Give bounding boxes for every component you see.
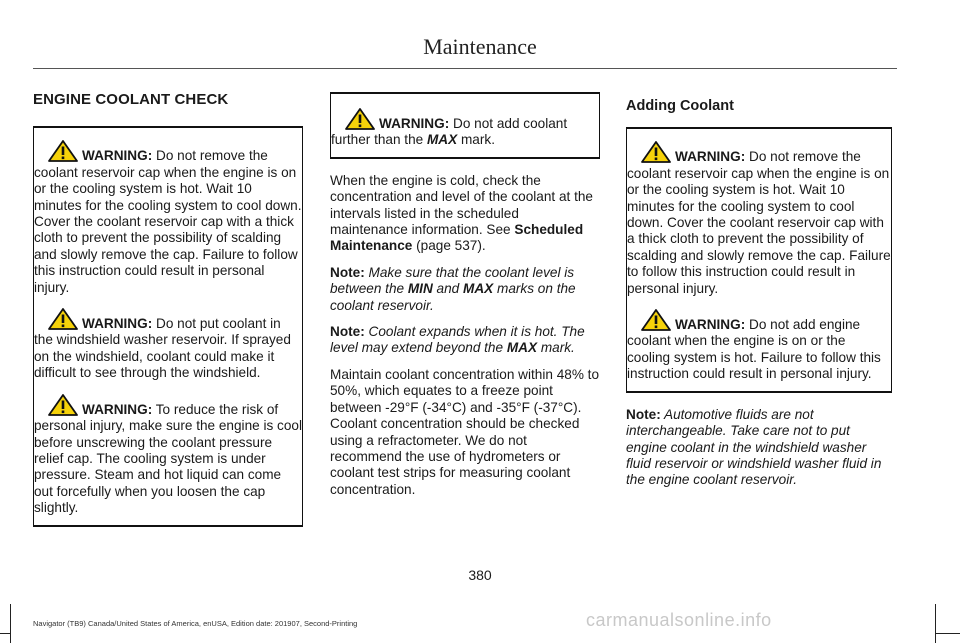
header-rule <box>33 68 897 69</box>
warning-text: To reduce the risk of personal injury, make sure the engine is cool before unscrewing the coolant pressure relief cap. The cooling system is under pressure. Steam and hot liquid can come out forcefully when you loosen the cap slightly. <box>34 401 302 516</box>
paragraph: Maintain coolant concentration within 48% to 50%, which equates to a freeze point between -29°F (-34°C) and -35°F (-37°C). Coolant concentration should be checked using a refractometer. We do not recommend the use of hydrometers or coolant test strips for measuring coolant concentration. <box>330 366 600 497</box>
warning-triangle-icon <box>641 141 671 163</box>
warning-item <box>627 141 891 297</box>
scheduled-maintenance-link[interactable]: Scheduled Maintenance <box>330 222 584 254</box>
warning-text: Do not put coolant in the windshield washer reservoir. If sprayed on the windshield, coolant could make it difficult to see through the windshield. <box>34 316 291 381</box>
warning-item <box>627 309 891 383</box>
warning-triangle-icon <box>641 309 671 331</box>
warning-box <box>33 126 303 526</box>
warning-label: WARNING: <box>82 148 153 164</box>
column-left <box>33 92 303 527</box>
warning-text: mark. <box>457 132 495 148</box>
subsection-heading: Adding Coolant <box>626 98 734 114</box>
warning-label: WARNING: <box>675 317 746 333</box>
max-mark: MAX <box>426 132 458 148</box>
warning-label: WARNING: <box>82 401 153 417</box>
note-label: Note: <box>330 264 365 280</box>
crop-mark <box>935 604 936 643</box>
crop-mark <box>936 633 960 634</box>
warning-box <box>626 127 892 392</box>
warning-text: Do not remove the coolant reservoir cap when the engine is on or the cooling system is hot. Wait 10 minutes for the cooling system to cool down. Cover the coolant reservoir cap with a thick cloth to prevent the possibility of scalding and slowly remove the cap. Failure to follow this instruction could result in personal injury. <box>627 149 891 296</box>
page-reference: (page 537). <box>412 238 486 254</box>
warning-item <box>34 140 302 296</box>
warning-triangle-icon <box>48 140 78 162</box>
crop-mark <box>0 633 10 634</box>
page-header-title: Maintenance <box>423 34 537 59</box>
warning-text: Do not add engine coolant when the engine is on or the cooling system is hot. Failure to follow this instruction could result in personal injury. <box>627 317 881 382</box>
warning-item <box>34 308 302 382</box>
note-label: Note: <box>330 324 365 340</box>
warning-triangle-icon <box>48 308 78 330</box>
note-text: Make sure that the coolant level is between the <box>330 264 575 297</box>
warning-triangle-icon <box>48 394 78 416</box>
page-number: 380 <box>468 567 492 583</box>
warning-triangle-icon <box>345 108 375 130</box>
warning-text: Do not add coolant further than the <box>331 116 568 148</box>
note <box>626 407 892 489</box>
paragraph-text: When the engine is cold, check the concentration and level of the coolant at the intervals listed in the scheduled maintenance information. See <box>330 172 593 238</box>
crop-mark <box>10 604 11 643</box>
note-text: marks on the coolant reservoir. <box>330 281 576 313</box>
note-label: Note: <box>626 406 661 422</box>
warning-label: WARNING: <box>675 149 746 165</box>
warning-item <box>331 108 599 149</box>
watermark: carmanualsonline.info <box>586 610 772 630</box>
max-mark: MAX <box>463 281 494 297</box>
note-text: Coolant expands when it is hot. The level may extend beyond the <box>330 324 585 356</box>
max-mark: MAX <box>506 340 538 356</box>
paragraph <box>330 173 600 255</box>
note <box>330 265 600 314</box>
warning-label: WARNING: <box>82 316 153 332</box>
footer-edition-text: Navigator (TB9) Canada/United States of America, enUSA, Edition date: 201907, Second-Printing <box>33 619 358 628</box>
note-text: and <box>432 281 464 297</box>
min-mark: MIN <box>407 281 433 297</box>
note <box>330 324 600 357</box>
column-right <box>626 92 892 499</box>
note-text: mark. <box>537 340 575 356</box>
warning-label: WARNING: <box>379 116 450 131</box>
note-text: Automotive fluids are not interchangeable. Take care not to put engine coolant in the windshield washer fluid reservoir or windshield washer fluid in the engine coolant reservoir. <box>626 406 882 488</box>
column-middle <box>330 92 600 508</box>
warning-text: Do not remove the coolant reservoir cap when the engine is on or the cooling system is hot. Wait 10 minutes for the cooling system to cool down. Cover the coolant reservoir cap with a thick cloth to prevent the possibility of scalding and slowly remove the cap. Failure to follow this instruction could result in personal injury. <box>34 148 302 295</box>
warning-item <box>34 394 302 517</box>
section-heading: ENGINE COOLANT CHECK <box>33 91 229 108</box>
warning-box <box>330 92 600 159</box>
